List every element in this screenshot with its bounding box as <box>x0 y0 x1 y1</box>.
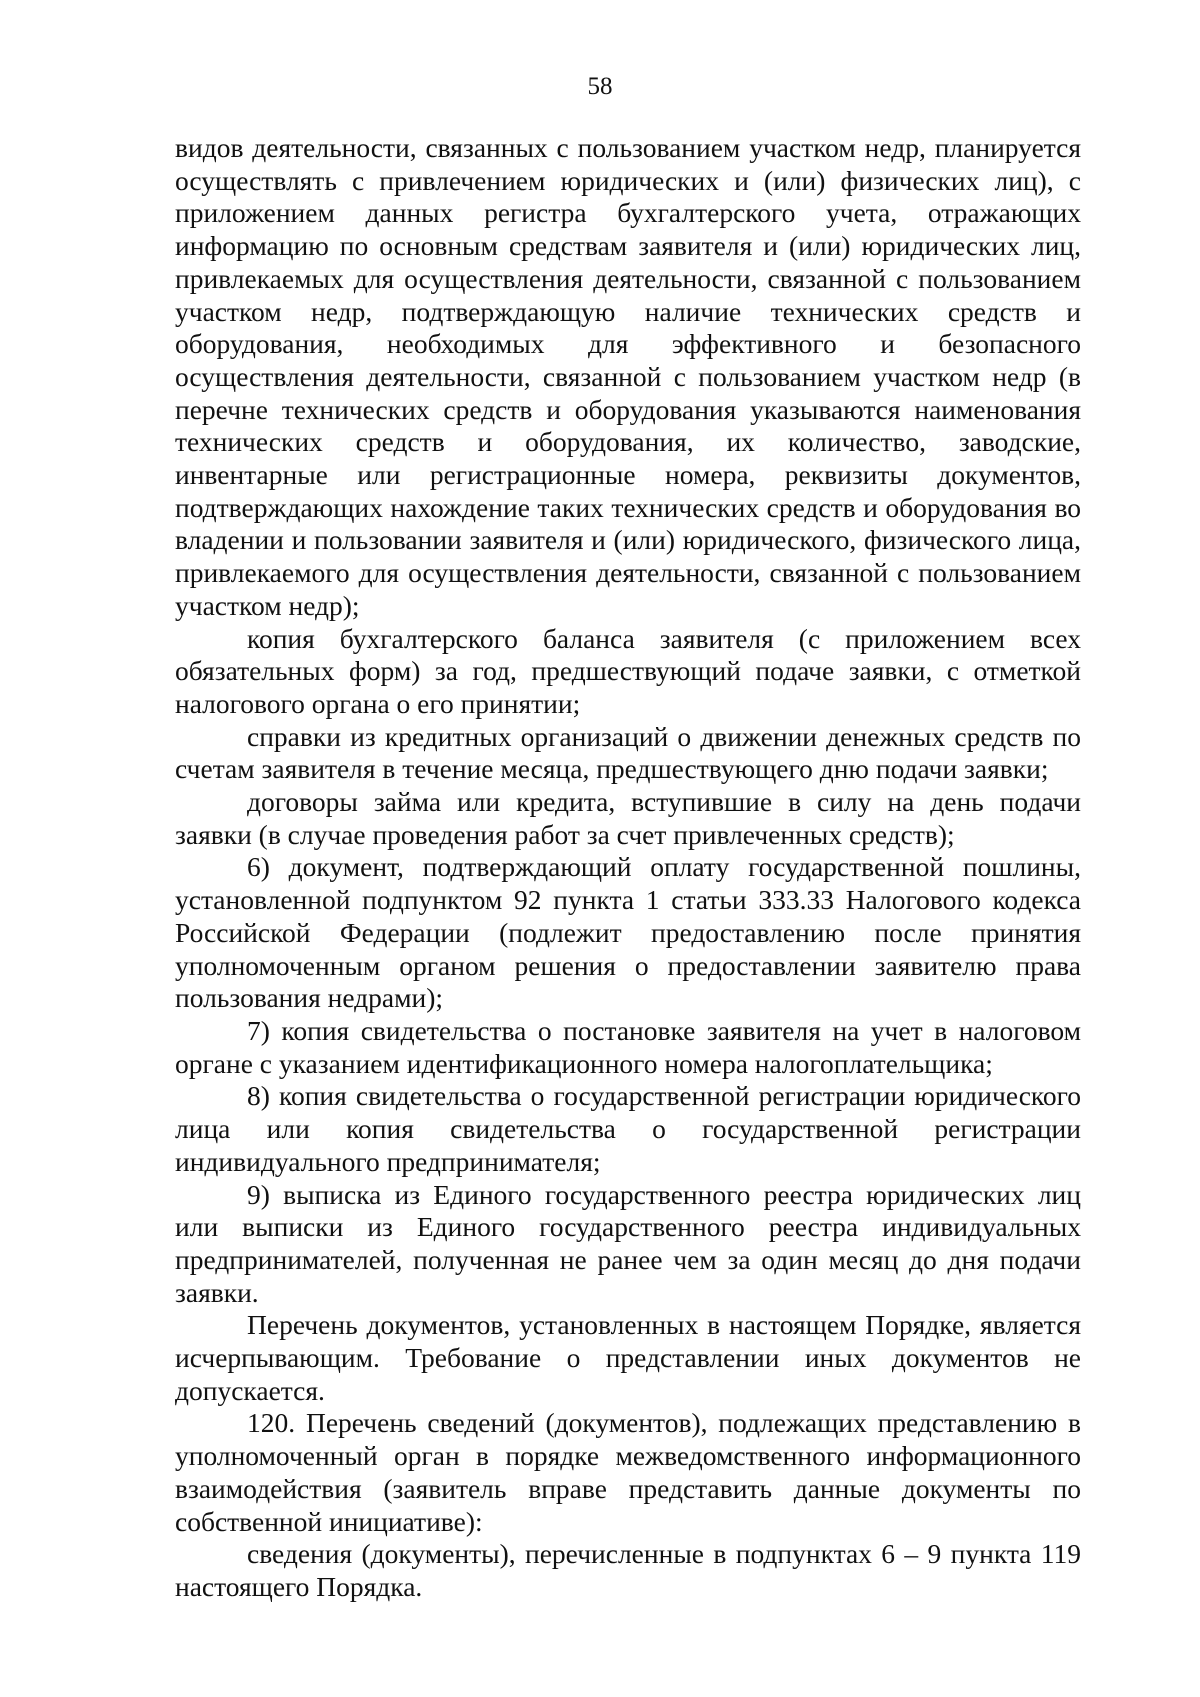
paragraph-exhaustive-list: Перечень документов, установленных в настоящем Порядке, является исчерпывающим. Требование о представлении иных документов не допускается. <box>175 1309 1081 1406</box>
document-body <box>175 132 1081 1604</box>
paragraph-item-120-details: сведения (документы), перечисленные в подпунктах 6 – 9 пункта 119 настоящего Порядка. <box>175 1538 1081 1602</box>
paragraph-loan-agreements: договоры займа или кредита, вступившие в силу на день подачи заявки (в случае проведения работ за счет привлеченных средств); <box>175 786 1081 850</box>
page-number: 58 <box>587 73 613 100</box>
paragraph-item-7-tax-registration: 7) копия свидетельства о постановке заявителя на учет в налоговом органе с указанием идентификационного номера налогоплательщика; <box>175 1014 1081 1079</box>
paragraph-bank-statements: справки из кредитных организаций о движении денежных средств по счетам заявителя в течение месяца, предшествующего дню подачи заявки; <box>175 720 1081 785</box>
paragraph-item-9-registry-extract: 9) выписка из Единого государственного реестра юридических лиц или выписки из Единого государственного реестра индивидуальных предпринимателей, полученная не ранее чем за один месяц до дня подачи заявки. <box>175 1178 1081 1308</box>
paragraph-item-120: 120. Перечень сведений (документов), подлежащих представлению в уполномоченный орган в порядке межведомственного информационного взаимодействия (заявитель вправе представить данные документы по собственной инициативе): <box>175 1407 1081 1537</box>
paragraph-balance-sheet-copy: копия бухгалтерского баланса заявителя (с приложением всех обязательных форм) за год, предшествующий подаче заявки, с отметкой налогового органа о его принятии; <box>175 622 1081 719</box>
paragraph-technical-means: видов деятельности, связанных с пользованием участком недр, планируется осуществлять с привлечением юридических и (или) физических лиц), с приложением данных регистра бухгалтерского учета, отражающих информацию по основным средствам заявителя и (или) юридических лиц, привлекаемых для осуществления деятельности, связанной с пользованием участком недр, подтверждающую наличие технических средств и оборудования, необходимых для эффективного и безопасного осуществления деятельности, связанной с пользованием участком недр (в перечне технических средств и оборудования указываются наименования технических средств и оборудования, их количество, заводские, инвентарные или регистрационные номера, реквизиты документов, подтверждающих нахождение таких технических средств и оборудования во владении и пользовании заявителя и (или) юридического, физического лица, привлекаемого для осуществления деятельности, связанной с пользованием участком недр); <box>175 132 1081 621</box>
paragraph-item-8-state-registration: 8) копия свидетельства о государственной регистрации юридического лица или копия свидетельства о государственной регистрации индивидуального предпринимателя; <box>175 1080 1081 1177</box>
paragraph-item-6-state-duty: 6) документ, подтверждающий оплату государственной пошлины, установленной подпунктом 92 пункта 1 статьи 333.33 Налогового кодекса Российской Федерации (подлежит предоставлению после принятия уполномоченным органом решения о предоставлении заявителю права пользования недрами); <box>175 851 1081 1014</box>
